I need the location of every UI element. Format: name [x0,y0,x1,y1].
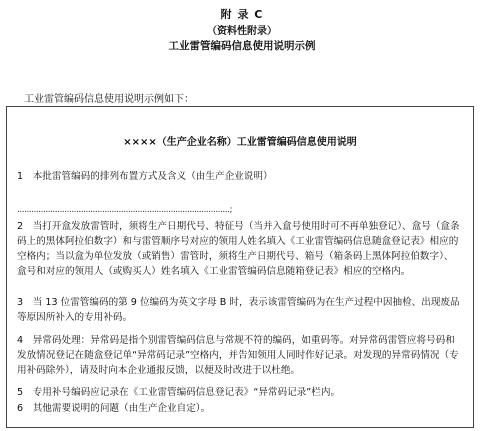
appendix-description: 工业雷管编码信息使用说明示例 [168,40,316,52]
paragraph-2: 2 当打开盒发放雷管时，须将生产日期代号、特征号（当并入盒号使用时可不再单独登记）、盒号（盒条码上的黑体阿拉伯数字）和与雷管顺序号对应的领用人姓名填入《工业雷管编码信息随盒登记表》相应的空格内；当以盒为单位发放（或销售）雷管时，须将生产日期代号、箱号（箱条码上黑体阿拉伯数字）、盒号和对应的领用人（或购买人）姓名填入《工业雷管编码信息随箱登记表》相应的空格内。 [17,221,460,277]
appendix-subtitle: （资料性附录） [207,26,277,37]
paragraph-4: 4 异常码处理：异常码是指个别雷管编码信息与常规不符的编码，如重码等。对异常码雷管应将号码和发放情况登记在随盒登记单“异常码记录”空格内，并告知领用人同时作好记录。对发现的异常码情况（专用补码除外），请及时向本企业通报反馈，以便及时改进于以杜绝。 [17,335,459,376]
paragraph-5: 5 专用补号编码应记录在《工业雷管编码信息登记表》“异常码记录”栏内。 [17,387,341,398]
intro-text: 工业雷管编码信息使用说明示例如下： [24,94,194,105]
paragraph-1: 1 本批雷管编码的排列布置方式及含义（由生产企业说明） [17,171,273,182]
blank-line: ..........................................................................................; [17,205,233,215]
example-box [6,106,474,428]
appendix-title: 附 录 C [220,8,264,21]
paragraph-6: 6 其他需要说明的问题（由生产企业自定）。 [17,403,211,414]
paragraph-3: 3 当 13 位雷管编码的第 9 位编码为英文字母 B 时，表示该雷管编码为在生产过程中因抽检、出现废品等原因所补入的专用补码。 [17,297,460,323]
example-title: ××××（生产企业名称）工业雷管编码信息使用说明 [123,137,357,148]
